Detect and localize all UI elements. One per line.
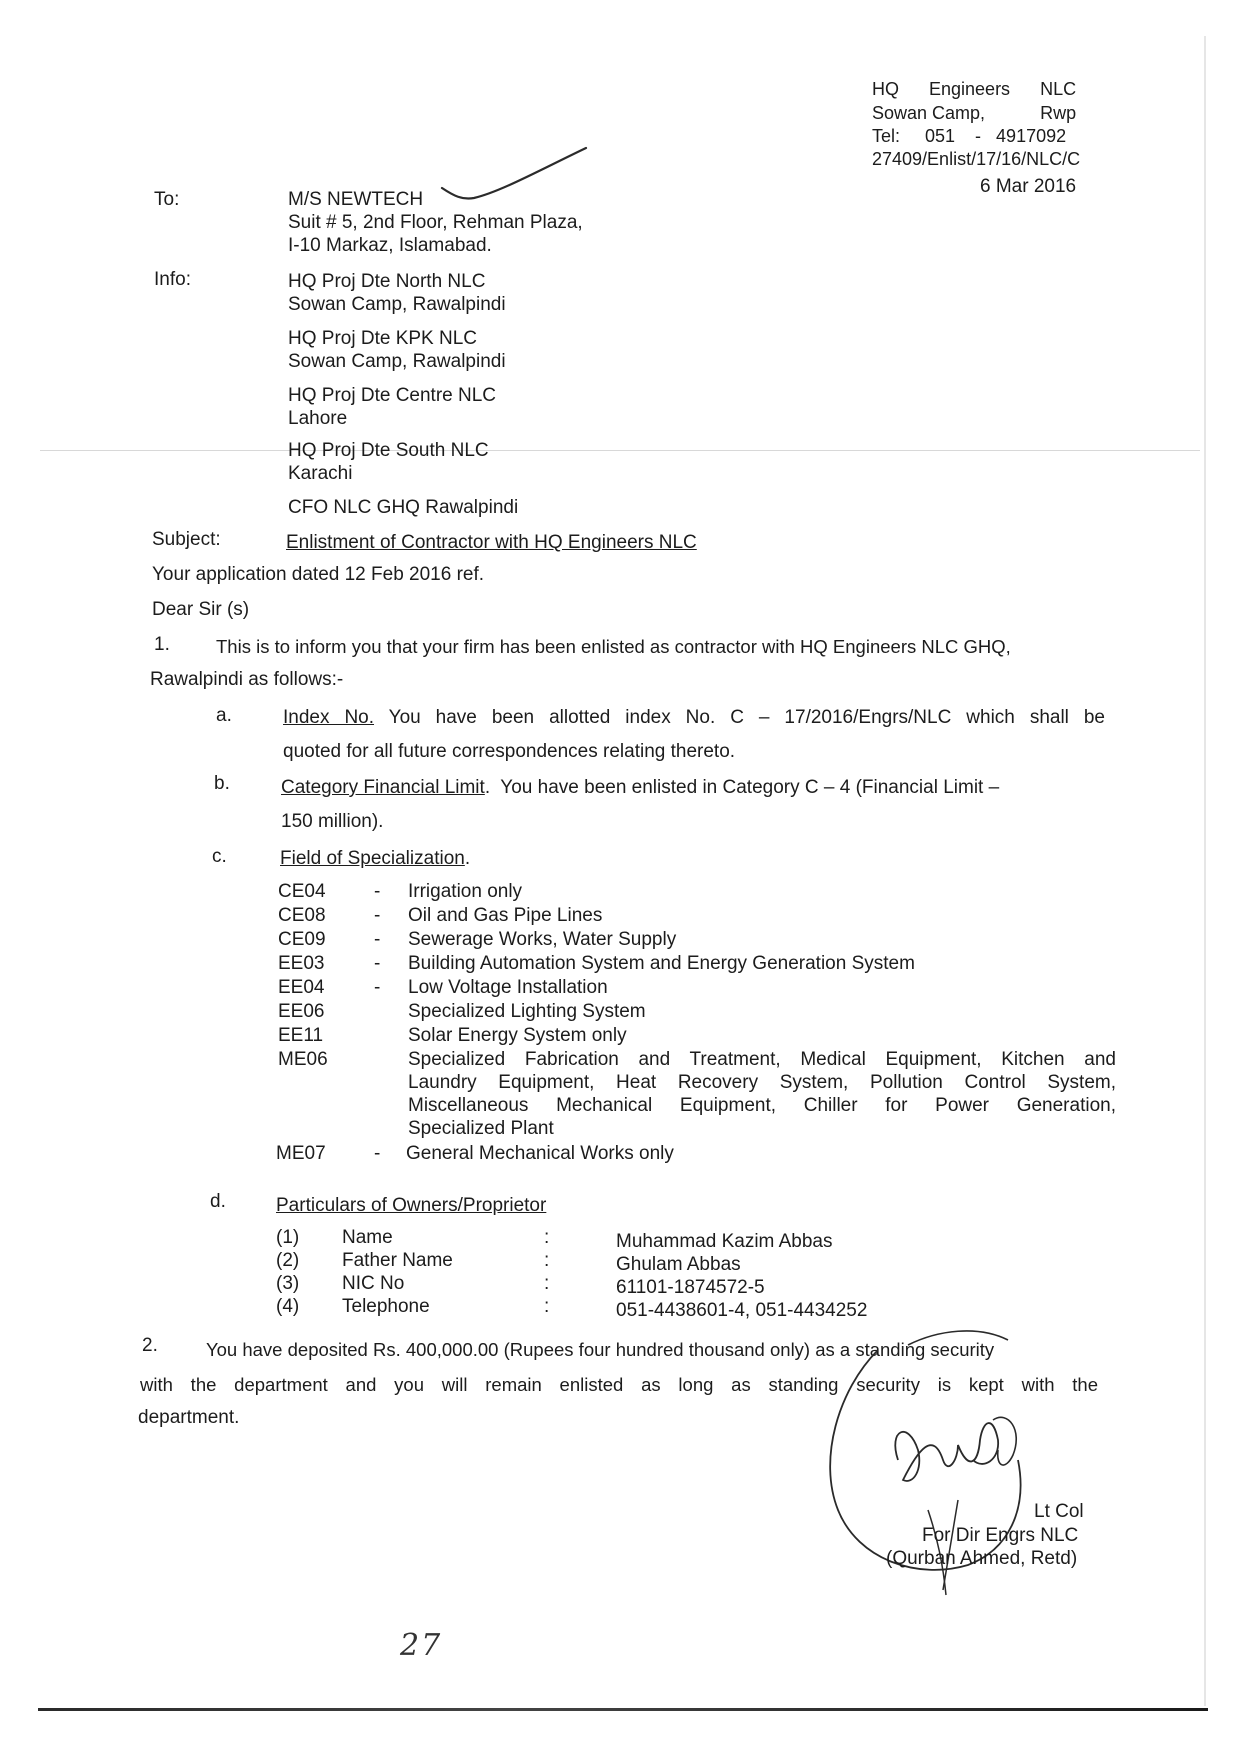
spec-desc: Solar Energy System only [408, 1025, 627, 1046]
spec-desc: Specialized Lighting System [408, 1001, 646, 1022]
para1b-heading: Category Financial Limit [281, 777, 485, 798]
spec-dash: - [374, 929, 381, 950]
info-entry-2-line1: HQ Proj Dte KPK NLC [288, 328, 477, 349]
subject-label: Subject: [152, 529, 221, 550]
para2-line3: department. [138, 1407, 240, 1428]
scan-right-edge [1204, 36, 1206, 1706]
spec-dash: - [374, 1143, 381, 1164]
para2-line1: You have deposited Rs. 400,000.00 (Rupees four hundred thousand only) as a standing security [206, 1339, 995, 1360]
header-date: 6 Mar 2016 [980, 176, 1077, 197]
spec-desc-line: Specialized Fabrication and Treatment, Medical Equipment, Kitchen and [408, 1049, 1116, 1070]
spec-desc-line: Laundry Equipment, Heat Recovery System, Pollution Control System, [408, 1072, 1116, 1093]
info-entry-2-line2: Sowan Camp, Rawalpindi [288, 351, 506, 372]
page-number: 27 [400, 1628, 443, 1663]
spec-desc-line: Miscellaneous Mechanical Equipment, Chiller for Power Generation, [408, 1095, 1116, 1116]
spec-desc: Irrigation only [408, 881, 523, 902]
para2-number: 2. [142, 1335, 158, 1356]
info-entry-5-line1: CFO NLC GHQ Rawalpindi [288, 497, 519, 518]
application-reference: Your application dated 12 Feb 2016 ref. [152, 564, 485, 585]
para1b-letter: b. [214, 773, 230, 794]
spec-desc: General Mechanical Works only [406, 1143, 674, 1164]
particulars-label: Father Name [342, 1250, 453, 1271]
particulars-colon: : [544, 1273, 550, 1294]
particulars-label: NIC No [342, 1273, 405, 1294]
spec-code: CE04 [278, 881, 326, 902]
spec-dash: - [374, 881, 381, 902]
info-entry-3-line1: HQ Proj Dte Centre NLC [288, 385, 497, 406]
spec-dash: - [374, 977, 381, 998]
para1d-heading: Particulars of Owners/Proprietor [276, 1195, 547, 1216]
particulars-list [276, 1226, 896, 1326]
spec-dash: - [374, 953, 381, 974]
spec-desc: Oil and Gas Pipe Lines [408, 905, 603, 926]
info-label: Info: [154, 269, 191, 290]
particulars-num: (1) [276, 1227, 300, 1248]
para1b-line2: 150 million). [281, 811, 384, 832]
info-entry-4-line1: HQ Proj Dte South NLC [288, 440, 489, 461]
para1-line1: This is to inform you that your firm has been enlisted as contractor with HQ Engineers NLC GHQ, [216, 636, 1011, 657]
spec-code: CE09 [278, 929, 326, 950]
para1a-text: You have been allotted index No. C – 17/2016/Engrs/NLC which shall be [388, 707, 1105, 728]
spec-code: ME06 [278, 1049, 328, 1070]
particulars-num: (4) [276, 1296, 300, 1317]
header-tel: Tel: 051 - 4917092 [872, 126, 1067, 146]
scan-bottom-edge [38, 1708, 1208, 1711]
particulars-value: Ghulam Abbas [616, 1254, 741, 1275]
header-org-line2: Sowan Camp, Rwp [872, 103, 1077, 123]
signatory-name: (Qurban Ahmed, Retd) [886, 1548, 1078, 1569]
para1d-letter: d. [210, 1191, 226, 1212]
particulars-colon: : [544, 1296, 550, 1317]
particulars-num: (2) [276, 1250, 300, 1271]
spec-code: ME07 [276, 1143, 326, 1164]
info-entry-1-line2: Sowan Camp, Rawalpindi [288, 294, 506, 315]
scan-fold-line [40, 450, 1200, 451]
particulars-label: Telephone [342, 1296, 430, 1317]
spec-desc-me06 [408, 1048, 1116, 1140]
para1a-line2: quoted for all future correspondences relating thereto. [283, 741, 736, 762]
to-address-line1: Suit # 5, 2nd Floor, Rehman Plaza, [288, 212, 583, 233]
to-name: M/S NEWTECH [288, 189, 424, 210]
spec-dash: - [374, 905, 381, 926]
para1b-text: . You have been enlisted in Category C – 4 (Financial Limit – [484, 777, 1000, 798]
to-address-line2: I-10 Markaz, Islamabad. [288, 235, 492, 256]
para1-line2: Rawalpindi as follows:- [150, 669, 344, 690]
particulars-value: Muhammad Kazim Abbas [616, 1231, 833, 1252]
pen-tick-mark [440, 140, 600, 210]
para1a-line1 [283, 706, 1105, 729]
spec-code: EE04 [278, 977, 325, 998]
particulars-colon: : [544, 1250, 550, 1271]
salutation: Dear Sir (s) [152, 599, 250, 620]
particulars-value: 61101-1874572-5 [616, 1277, 765, 1298]
subject-text: Enlistment of Contractor with HQ Engineers NLC [286, 532, 697, 553]
spec-desc: Low Voltage Installation [408, 977, 608, 998]
para1a-letter: a. [216, 705, 232, 726]
to-label: To: [154, 189, 180, 210]
spec-desc-line: Specialized Plant [408, 1118, 554, 1139]
particulars-label: Name [342, 1227, 393, 1248]
particulars-num: (3) [276, 1273, 300, 1294]
para1c-heading: Field of Specialization [280, 848, 465, 869]
para1-number: 1. [154, 634, 170, 655]
spec-code: CE08 [278, 905, 326, 926]
info-entry-4-line2: Karachi [288, 463, 353, 484]
para1c-heading-line [280, 847, 470, 870]
signatory-rank: Lt Col [1034, 1501, 1084, 1522]
signatory-for: For Dir Engrs NLC [922, 1525, 1079, 1546]
spec-code: EE11 [278, 1025, 324, 1046]
para2-line2: with the department and you will remain enlisted as long as standing security is kept with the [140, 1374, 1098, 1395]
spec-desc: Sewerage Works, Water Supply [408, 929, 677, 950]
info-entry-1-line1: HQ Proj Dte North NLC [288, 271, 486, 292]
specialization-list [278, 880, 1118, 1180]
header-reference: 27409/Enlist/17/16/NLC/C [872, 149, 1081, 169]
para1b-line1 [281, 776, 1105, 799]
spec-code: EE06 [278, 1001, 325, 1022]
header-org-line1: HQ Engineers NLC [872, 79, 1077, 99]
para1c-letter: c. [212, 846, 227, 867]
particulars-colon: : [544, 1227, 550, 1248]
para1a-heading: Index No. [283, 707, 375, 728]
info-entry-3-line2: Lahore [288, 408, 348, 429]
para1c-heading-tail: . [464, 848, 471, 869]
spec-code: EE03 [278, 953, 325, 974]
spec-desc: Building Automation System and Energy Generation System [408, 953, 915, 974]
particulars-value: 051-4438601-4, 051-4434252 [616, 1300, 868, 1321]
